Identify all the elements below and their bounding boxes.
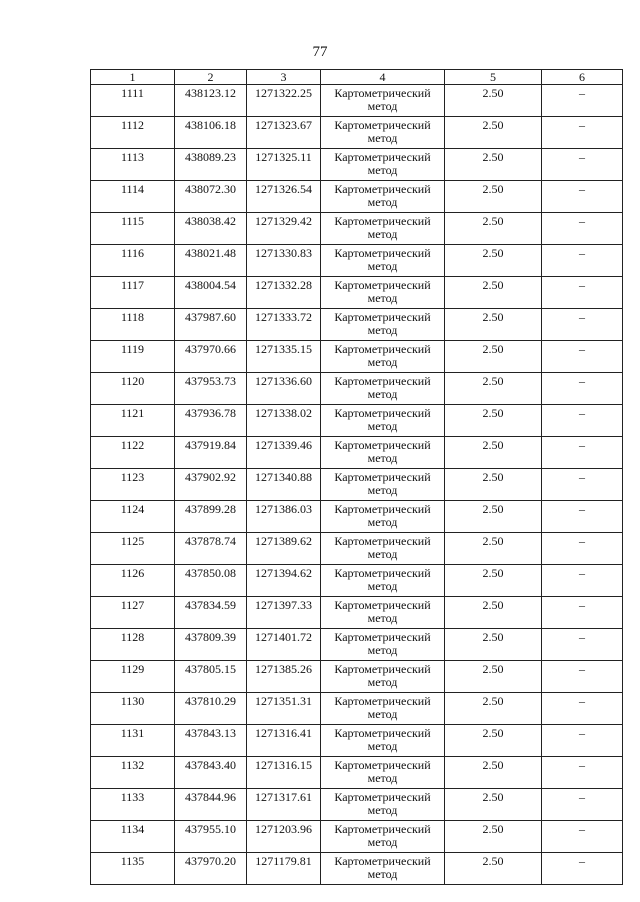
x-coordinate-cell: 438004.54 <box>175 277 247 309</box>
y-coordinate-cell: 1271340.88 <box>247 469 321 501</box>
table-body <box>91 85 623 885</box>
method-cell: Картометрический метод <box>321 661 445 693</box>
column-header: 2 <box>175 70 247 85</box>
point-number-cell: 1123 <box>91 469 175 501</box>
y-coordinate-cell: 1271333.72 <box>247 309 321 341</box>
y-coordinate-cell: 1271397.33 <box>247 597 321 629</box>
accuracy-cell: 2.50 <box>445 373 542 405</box>
point-number-cell: 1121 <box>91 405 175 437</box>
table-row <box>91 181 623 213</box>
point-number-cell: 1113 <box>91 149 175 181</box>
accuracy-cell: 2.50 <box>445 661 542 693</box>
y-coordinate-cell: 1271316.15 <box>247 757 321 789</box>
accuracy-cell: 2.50 <box>445 405 542 437</box>
table-row <box>91 373 623 405</box>
y-coordinate-cell: 1271401.72 <box>247 629 321 661</box>
accuracy-cell: 2.50 <box>445 565 542 597</box>
y-coordinate-cell: 1271326.54 <box>247 181 321 213</box>
accuracy-cell: 2.50 <box>445 853 542 885</box>
table-row <box>91 757 623 789</box>
y-coordinate-cell: 1271389.62 <box>247 533 321 565</box>
point-number-cell: 1129 <box>91 661 175 693</box>
y-coordinate-cell: 1271351.31 <box>247 693 321 725</box>
y-coordinate-cell: 1271330.83 <box>247 245 321 277</box>
coordinates-table <box>90 69 623 885</box>
y-coordinate-cell: 1271339.46 <box>247 437 321 469</box>
method-cell: Картометрический метод <box>321 277 445 309</box>
point-number-cell: 1117 <box>91 277 175 309</box>
y-coordinate-cell: 1271317.61 <box>247 789 321 821</box>
point-number-cell: 1112 <box>91 117 175 149</box>
accuracy-cell: 2.50 <box>445 309 542 341</box>
note-cell: – <box>542 693 623 725</box>
point-number-cell: 1130 <box>91 693 175 725</box>
table-row <box>91 309 623 341</box>
note-cell: – <box>542 629 623 661</box>
x-coordinate-cell: 437834.59 <box>175 597 247 629</box>
note-cell: – <box>542 149 623 181</box>
note-cell: – <box>542 181 623 213</box>
y-coordinate-cell: 1271203.96 <box>247 821 321 853</box>
point-number-cell: 1125 <box>91 533 175 565</box>
method-cell: Картометрический метод <box>321 821 445 853</box>
x-coordinate-cell: 437987.60 <box>175 309 247 341</box>
method-cell: Картометрический метод <box>321 725 445 757</box>
x-coordinate-cell: 437805.15 <box>175 661 247 693</box>
method-cell: Картометрический метод <box>321 373 445 405</box>
accuracy-cell: 2.50 <box>445 693 542 725</box>
table-row <box>91 597 623 629</box>
note-cell: – <box>542 597 623 629</box>
x-coordinate-cell: 437970.66 <box>175 341 247 373</box>
point-number-cell: 1126 <box>91 565 175 597</box>
note-cell: – <box>542 373 623 405</box>
point-number-cell: 1132 <box>91 757 175 789</box>
x-coordinate-cell: 438089.23 <box>175 149 247 181</box>
x-coordinate-cell: 437809.39 <box>175 629 247 661</box>
accuracy-cell: 2.50 <box>445 213 542 245</box>
table-row <box>91 853 623 885</box>
accuracy-cell: 2.50 <box>445 629 542 661</box>
x-coordinate-cell: 437810.29 <box>175 693 247 725</box>
point-number-cell: 1114 <box>91 181 175 213</box>
table-row <box>91 821 623 853</box>
table-row <box>91 533 623 565</box>
note-cell: – <box>542 117 623 149</box>
accuracy-cell: 2.50 <box>445 117 542 149</box>
point-number-cell: 1111 <box>91 85 175 117</box>
accuracy-cell: 2.50 <box>445 85 542 117</box>
accuracy-cell: 2.50 <box>445 725 542 757</box>
x-coordinate-cell: 437955.10 <box>175 821 247 853</box>
method-cell: Картометрический метод <box>321 85 445 117</box>
accuracy-cell: 2.50 <box>445 789 542 821</box>
table-row <box>91 725 623 757</box>
x-coordinate-cell: 437850.08 <box>175 565 247 597</box>
note-cell: – <box>542 661 623 693</box>
point-number-cell: 1118 <box>91 309 175 341</box>
table-row <box>91 117 623 149</box>
table-row <box>91 85 623 117</box>
y-coordinate-cell: 1271323.67 <box>247 117 321 149</box>
accuracy-cell: 2.50 <box>445 757 542 789</box>
accuracy-cell: 2.50 <box>445 181 542 213</box>
table-row <box>91 629 623 661</box>
y-coordinate-cell: 1271329.42 <box>247 213 321 245</box>
note-cell: – <box>542 437 623 469</box>
x-coordinate-cell: 438123.12 <box>175 85 247 117</box>
table-row <box>91 693 623 725</box>
note-cell: – <box>542 405 623 437</box>
y-coordinate-cell: 1271322.25 <box>247 85 321 117</box>
x-coordinate-cell: 438038.42 <box>175 213 247 245</box>
y-coordinate-cell: 1271179.81 <box>247 853 321 885</box>
point-number-cell: 1124 <box>91 501 175 533</box>
note-cell: – <box>542 277 623 309</box>
header-row <box>91 70 623 85</box>
note-cell: – <box>542 341 623 373</box>
note-cell: – <box>542 821 623 853</box>
point-number-cell: 1119 <box>91 341 175 373</box>
x-coordinate-cell: 438072.30 <box>175 181 247 213</box>
table-row <box>91 341 623 373</box>
method-cell: Картометрический метод <box>321 181 445 213</box>
y-coordinate-cell: 1271325.11 <box>247 149 321 181</box>
note-cell: – <box>542 757 623 789</box>
table-row <box>91 469 623 501</box>
point-number-cell: 1122 <box>91 437 175 469</box>
point-number-cell: 1116 <box>91 245 175 277</box>
x-coordinate-cell: 437936.78 <box>175 405 247 437</box>
point-number-cell: 1120 <box>91 373 175 405</box>
method-cell: Картометрический метод <box>321 853 445 885</box>
method-cell: Картометрический метод <box>321 117 445 149</box>
note-cell: – <box>542 533 623 565</box>
method-cell: Картометрический метод <box>321 757 445 789</box>
x-coordinate-cell: 437843.40 <box>175 757 247 789</box>
accuracy-cell: 2.50 <box>445 437 542 469</box>
accuracy-cell: 2.50 <box>445 597 542 629</box>
table-row <box>91 277 623 309</box>
method-cell: Картометрический метод <box>321 789 445 821</box>
x-coordinate-cell: 437902.92 <box>175 469 247 501</box>
accuracy-cell: 2.50 <box>445 821 542 853</box>
y-coordinate-cell: 1271394.62 <box>247 565 321 597</box>
point-number-cell: 1131 <box>91 725 175 757</box>
y-coordinate-cell: 1271332.28 <box>247 277 321 309</box>
method-cell: Картометрический метод <box>321 629 445 661</box>
method-cell: Картометрический метод <box>321 405 445 437</box>
accuracy-cell: 2.50 <box>445 469 542 501</box>
point-number-cell: 1115 <box>91 213 175 245</box>
note-cell: – <box>542 213 623 245</box>
column-header: 1 <box>91 70 175 85</box>
note-cell: – <box>542 853 623 885</box>
column-header: 6 <box>542 70 623 85</box>
table-row <box>91 245 623 277</box>
table-row <box>91 661 623 693</box>
page-number: 77 <box>312 44 328 60</box>
note-cell: – <box>542 469 623 501</box>
x-coordinate-cell: 438021.48 <box>175 245 247 277</box>
table-row <box>91 565 623 597</box>
accuracy-cell: 2.50 <box>445 277 542 309</box>
method-cell: Картометрический метод <box>321 309 445 341</box>
method-cell: Картометрический метод <box>321 149 445 181</box>
accuracy-cell: 2.50 <box>445 341 542 373</box>
point-number-cell: 1127 <box>91 597 175 629</box>
method-cell: Картометрический метод <box>321 565 445 597</box>
table-row <box>91 789 623 821</box>
point-number-cell: 1134 <box>91 821 175 853</box>
note-cell: – <box>542 789 623 821</box>
y-coordinate-cell: 1271338.02 <box>247 405 321 437</box>
point-number-cell: 1133 <box>91 789 175 821</box>
y-coordinate-cell: 1271386.03 <box>247 501 321 533</box>
accuracy-cell: 2.50 <box>445 501 542 533</box>
table-row <box>91 501 623 533</box>
point-number-cell: 1128 <box>91 629 175 661</box>
note-cell: – <box>542 565 623 597</box>
method-cell: Картометрический метод <box>321 437 445 469</box>
method-cell: Картометрический метод <box>321 597 445 629</box>
method-cell: Картометрический метод <box>321 533 445 565</box>
table-row <box>91 437 623 469</box>
column-header: 5 <box>445 70 542 85</box>
accuracy-cell: 2.50 <box>445 245 542 277</box>
table-row <box>91 149 623 181</box>
note-cell: – <box>542 501 623 533</box>
note-cell: – <box>542 725 623 757</box>
x-coordinate-cell: 437878.74 <box>175 533 247 565</box>
method-cell: Картометрический метод <box>321 245 445 277</box>
x-coordinate-cell: 437953.73 <box>175 373 247 405</box>
x-coordinate-cell: 437919.84 <box>175 437 247 469</box>
accuracy-cell: 2.50 <box>445 149 542 181</box>
column-header: 4 <box>321 70 445 85</box>
note-cell: – <box>542 85 623 117</box>
method-cell: Картометрический метод <box>321 693 445 725</box>
table-row <box>91 213 623 245</box>
column-header: 3 <box>247 70 321 85</box>
point-number-cell: 1135 <box>91 853 175 885</box>
method-cell: Картометрический метод <box>321 213 445 245</box>
x-coordinate-cell: 437899.28 <box>175 501 247 533</box>
y-coordinate-cell: 1271336.60 <box>247 373 321 405</box>
y-coordinate-cell: 1271385.26 <box>247 661 321 693</box>
method-cell: Картометрический метод <box>321 501 445 533</box>
note-cell: – <box>542 309 623 341</box>
y-coordinate-cell: 1271335.15 <box>247 341 321 373</box>
x-coordinate-cell: 437970.20 <box>175 853 247 885</box>
accuracy-cell: 2.50 <box>445 533 542 565</box>
y-coordinate-cell: 1271316.41 <box>247 725 321 757</box>
note-cell: – <box>542 245 623 277</box>
method-cell: Картометрический метод <box>321 469 445 501</box>
x-coordinate-cell: 437843.13 <box>175 725 247 757</box>
table-row <box>91 405 623 437</box>
x-coordinate-cell: 437844.96 <box>175 789 247 821</box>
x-coordinate-cell: 438106.18 <box>175 117 247 149</box>
method-cell: Картометрический метод <box>321 341 445 373</box>
